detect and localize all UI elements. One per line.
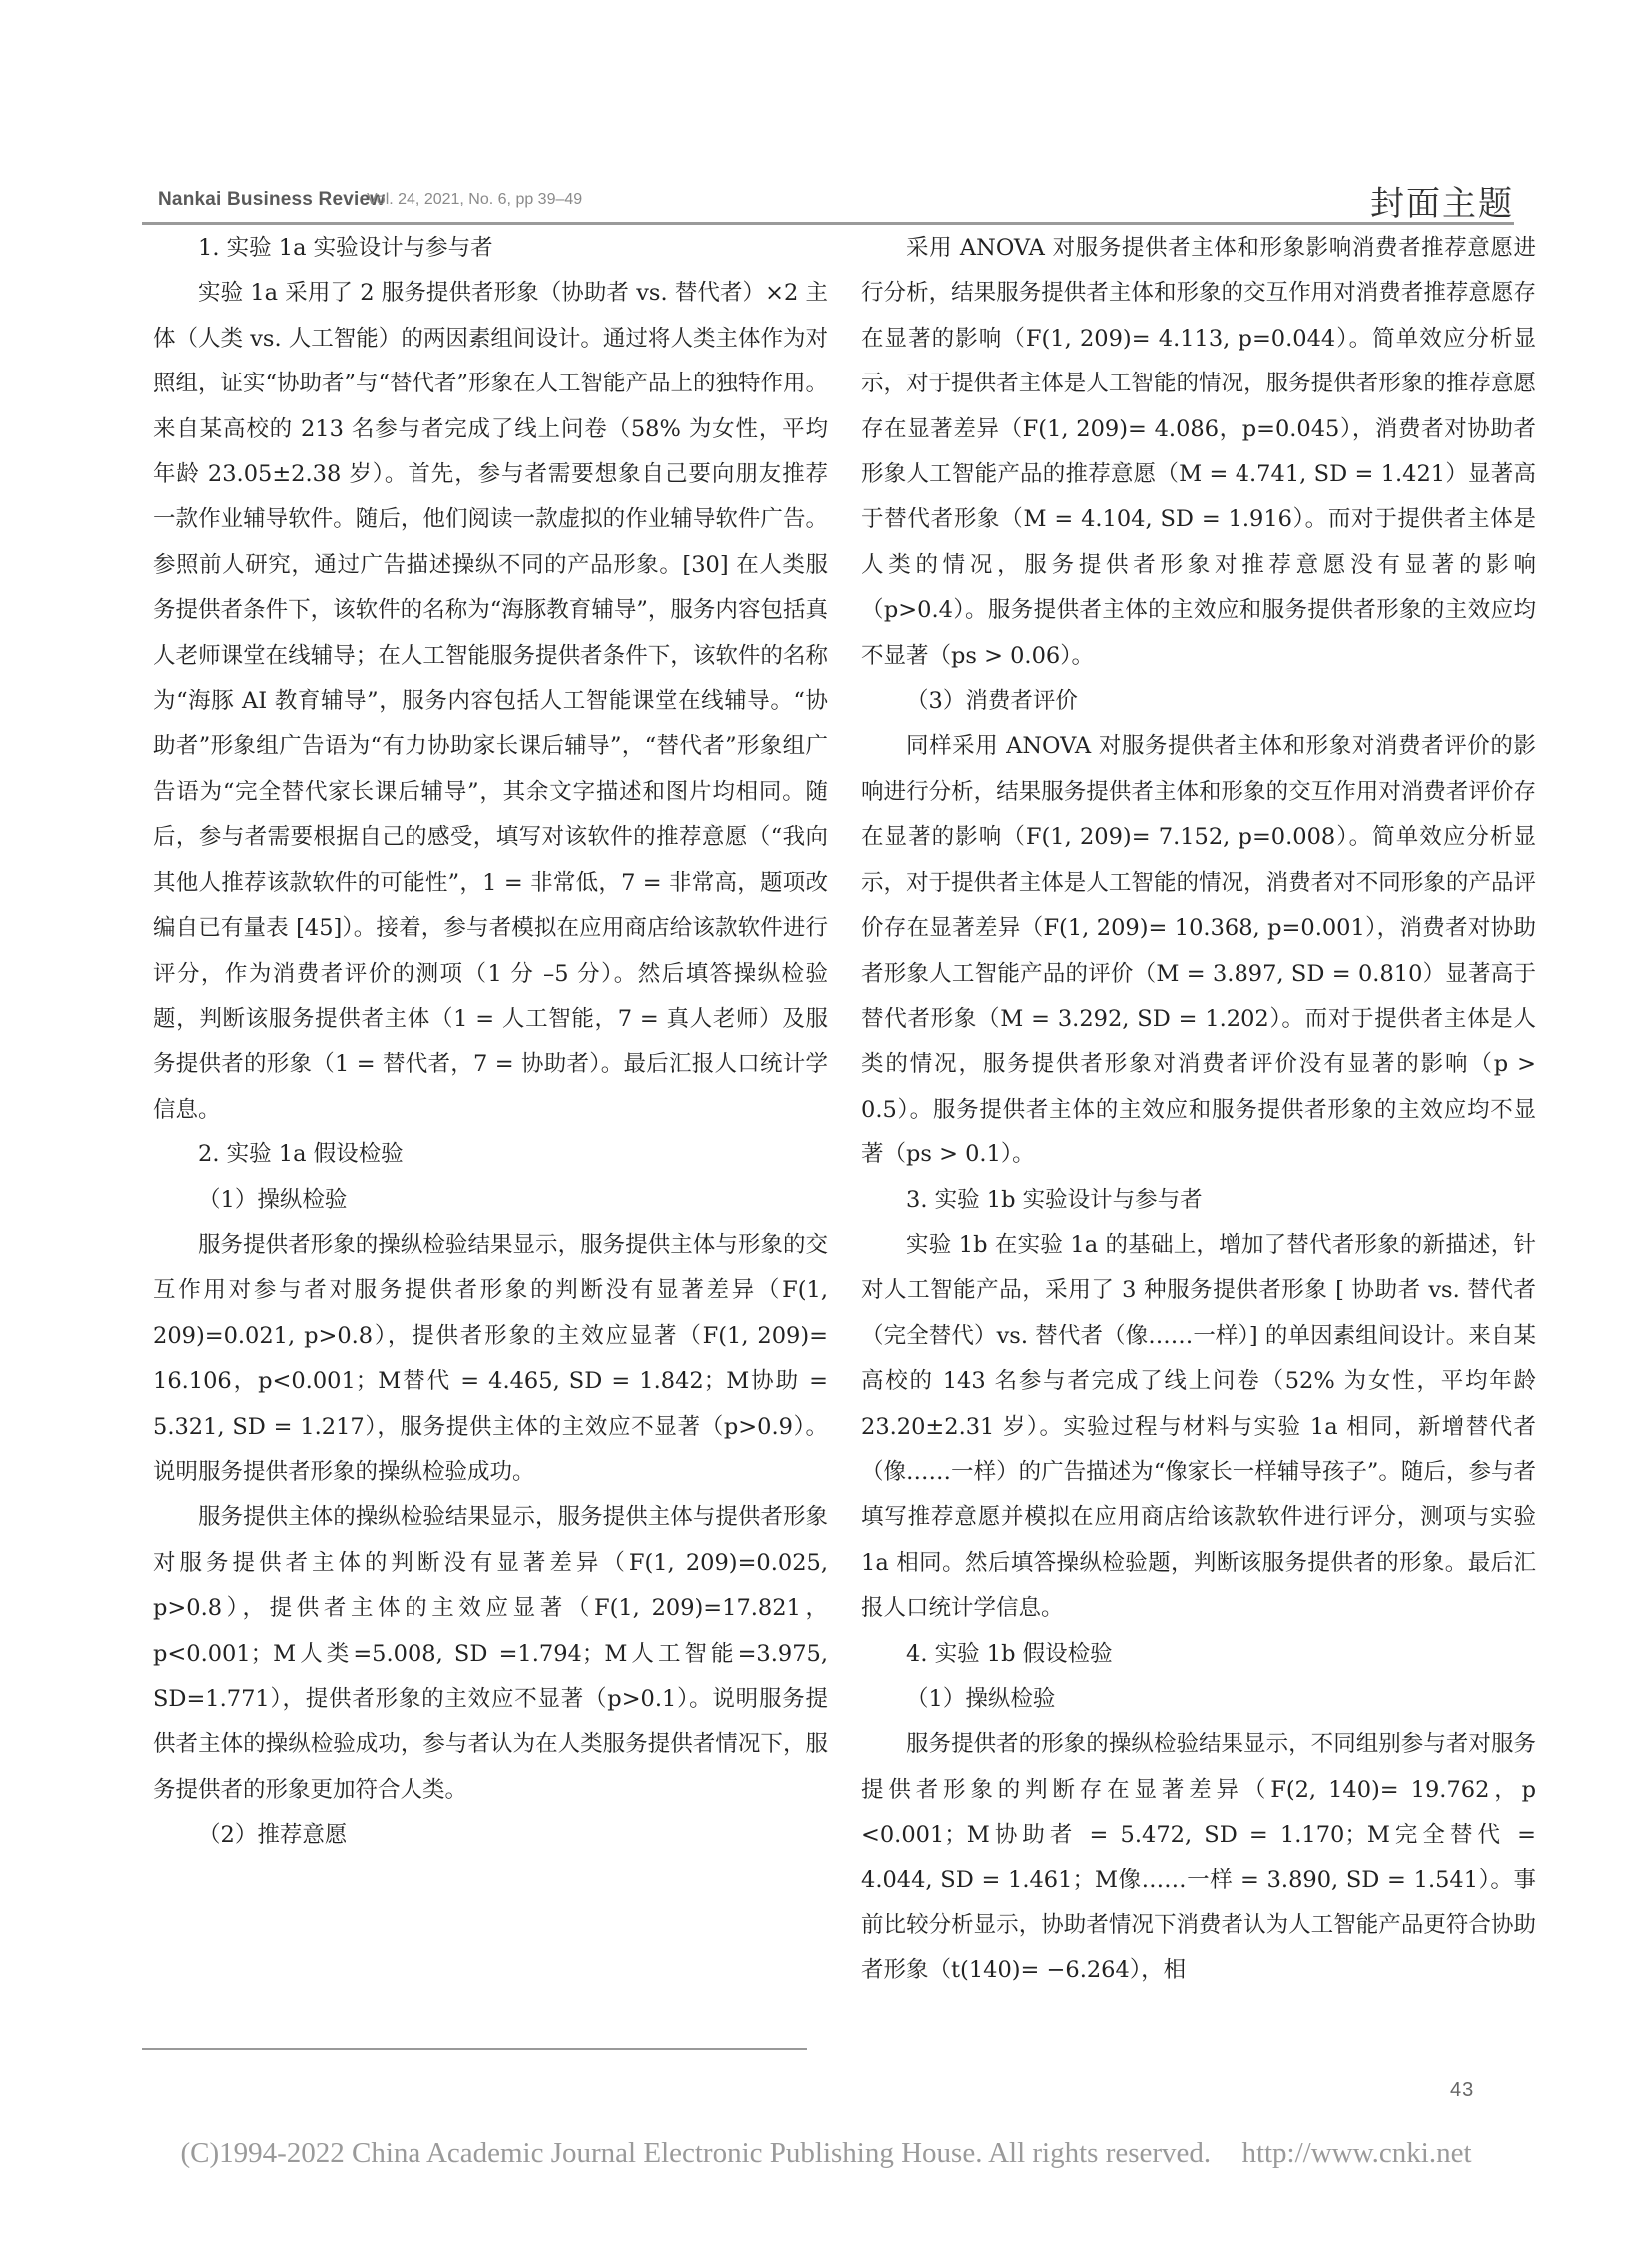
section-title: 封面主题: [1370, 184, 1514, 224]
column-bottom-rule: [142, 2048, 807, 2050]
paragraph-subject-check: 服务提供主体的操纵检验结果显示，服务提供主体与提供者形象对服务提供者主体的判断没有显著差异（F(1, 209)=0.025, p>0.8），提供者主体的主效应显著（F(1, 209)=17.821，p<0.001；M人类=5.008, SD =1.794；M人工智能=3.975, SD=1.771），提供者形象的主效应不显著（p>0.1）。说明服务提供者主体的操纵检验成功，参与者认为在人类服务提供者情况下，服务提供者的形象更加符合人类。: [153, 1504, 828, 1803]
subheading-exp1b-manipulation-check: （1）操纵检验: [906, 1686, 1056, 1712]
left-column: [153, 226, 828, 1859]
journal-volume-info: Vol. 24, 2021, No. 6, pp 39–49: [367, 191, 583, 208]
heading-exp1a-test: 2. 实验 1a 假设检验: [198, 1141, 404, 1168]
paragraph-evaluation-anova: 同样采用 ANOVA 对服务提供者主体和形象对消费者评价的影响进行分析，结果服务提供者主体和形象的交互作用对消费者评价存在显著的影响（F(1, 209)= 7.152, p=0.008）。简单效应分析显示，对于提供者主体是人工智能的情况，消费者对不同形象的产品评价存在显著差异（F(1, 209)= 10.368, p=0.001），消费者对协助者形象人工智能产品的评价（M = 3.897, SD = 0.810）显著高于替代者形象（M = 3.292, SD = 1.202）。而对于提供者主体是人类的情况，服务提供者形象对消费者评价没有显著的影响（p > 0.5）。服务提供者主体的主效应和服务提供者形象的主效应均不显著（ps > 0.1）。: [861, 733, 1536, 1168]
heading-exp1b-test: 4. 实验 1b 假设检验: [906, 1640, 1113, 1667]
right-column: [861, 226, 1536, 1994]
cnki-url[interactable]: http://www.cnki.net: [1241, 2137, 1472, 2169]
page-number: 43: [1450, 2079, 1475, 2101]
copyright-footer: [14, 2137, 1638, 2170]
subheading-recommendation: （2）推荐意愿: [198, 1822, 348, 1849]
paragraph-exp1b-design: 实验 1b 在实验 1a 的基础上，增加了替代者形象的新描述，针对人工智能产品，采用了 3 种服务提供者形象 [ 协助者 vs. 替代者（完全替代）vs. 替代者（像……一样）] 的单因素组间设计。来自某高校的 143 名参与者完成了线上问卷（52% 为女性，平均年龄 23.20±2.31 岁）。实验过程与材料与实验 1a 相同，新增替代者（像……一样）的广告描述为“像家长一样辅导孩子”。随后，参与者填写推荐意愿并模拟在应用商店给该款软件进行评分，测项与实验 1a 相同。然后填答操纵检验题，判断该服务提供者的形象。最后汇报人口统计学信息。: [861, 1231, 1536, 1622]
heading-exp1a-design: 1. 实验 1a 实验设计与参与者: [198, 235, 493, 261]
subheading-consumer-evaluation: （3）消费者评价: [906, 688, 1078, 715]
heading-exp1b-design: 3. 实验 1b 实验设计与参与者: [906, 1186, 1203, 1213]
subheading-manipulation-check: （1）操纵检验: [198, 1186, 348, 1213]
paragraph-exp1b-check: 服务提供者的形象的操纵检验结果显示，不同组别参与者对服务提供者形象的判断存在显著差异（F(2, 140)= 19.762，p <0.001；M协助者 = 5.472, SD = 1.170；M完全替代 = 4.044, SD = 1.461；M像……一样 = 3.890, SD = 1.541）。事前比较分析显示，协助者情况下消费者认为人工智能产品更符合协助者形象（t(140)= −6.264），相: [861, 1731, 1536, 1984]
paragraph-image-check: 服务提供者形象的操纵检验结果显示，服务提供主体与形象的交互作用对参与者对服务提供者形象的判断没有显著差异（F(1, 209)=0.021, p>0.8），提供者形象的主效应显著（F(1, 209)= 16.106，p<0.001；M替代 = 4.465, SD = 1.842；M协助 = 5.321, SD = 1.217），服务提供主体的主效应不显著（p>0.9）。说明服务提供者形象的操纵检验成功。: [153, 1231, 828, 1485]
copyright-text: (C)1994-2022 China Academic Journal Electronic Publishing House. All rights reserved.: [180, 2137, 1212, 2169]
paragraph-exp1a-design: 实验 1a 采用了 2 服务提供者形象（协助者 vs. 替代者）×2 主体（人类 vs. 人工智能）的两因素组间设计。通过将人类主体作为对照组，证实“协助者”与“替代者”形象在人工智能产品上的独特作用。来自某高校的 213 名参与者完成了线上问卷（58% 为女性，平均年龄 23.05±2.38 岁）。首先，参与者需要想象自己要向朋友推荐一款作业辅导软件。随后，他们阅读一款虚拟的作业辅导软件广告。参照前人研究，通过广告描述操纵不同的产品形象。[30] 在人类服务提供者条件下，该软件的名称为“海豚教育辅导”，服务内容包括真人老师课堂在线辅导；在人工智能服务提供者条件下，该软件的名称为“海豚 AI 教育辅导”，服务内容包括人工智能课堂在线辅导。“协助者”形象组广告语为“有力协助家长课后辅导”，“替代者”形象组广告语为“完全替代家长课后辅导”，其余文字描述和图片均相同。随后，参与者需要根据自己的感受，填写对该软件的推荐意愿（“我向其他人推荐该款软件的可能性”，1 = 非常低，7 = 非常高，题项改编自已有量表 [45]）。接着，参与者模拟在应用商店给该款软件进行评分，作为消费者评价的测项（1 分 –5 分）。然后填答操纵检验题，判断该服务提供者主体（1 = 人工智能，7 = 真人老师）及服务提供者的形象（1 = 替代者，7 = 协助者）。最后汇报人口统计学信息。: [153, 280, 829, 1122]
journal-name: Nankai Business Review: [158, 189, 386, 210]
paragraph-recommendation-anova: 采用 ANOVA 对服务提供者主体和形象影响消费者推荐意愿进行分析，结果服务提供者主体和形象的交互作用对消费者推荐意愿存在显著的影响（F(1, 209)= 4.113, p=0.044）。简单效应分析显示，对于提供者主体是人工智能的情况，服务提供者形象的推荐意愿存在显著差异（F(1, 209)= 4.086，p=0.045），消费者对协助者形象人工智能产品的推荐意愿（M = 4.741, SD = 1.421）显著高于替代者形象（M = 4.104, SD = 1.916）。而对于提供者主体是人类的情况，服务提供者形象对推荐意愿没有显著的影响（p>0.4）。服务提供者主体的主效应和服务提供者形象的主效应均不显著（ps > 0.06）。: [861, 235, 1536, 669]
page-header: [142, 184, 1514, 225]
